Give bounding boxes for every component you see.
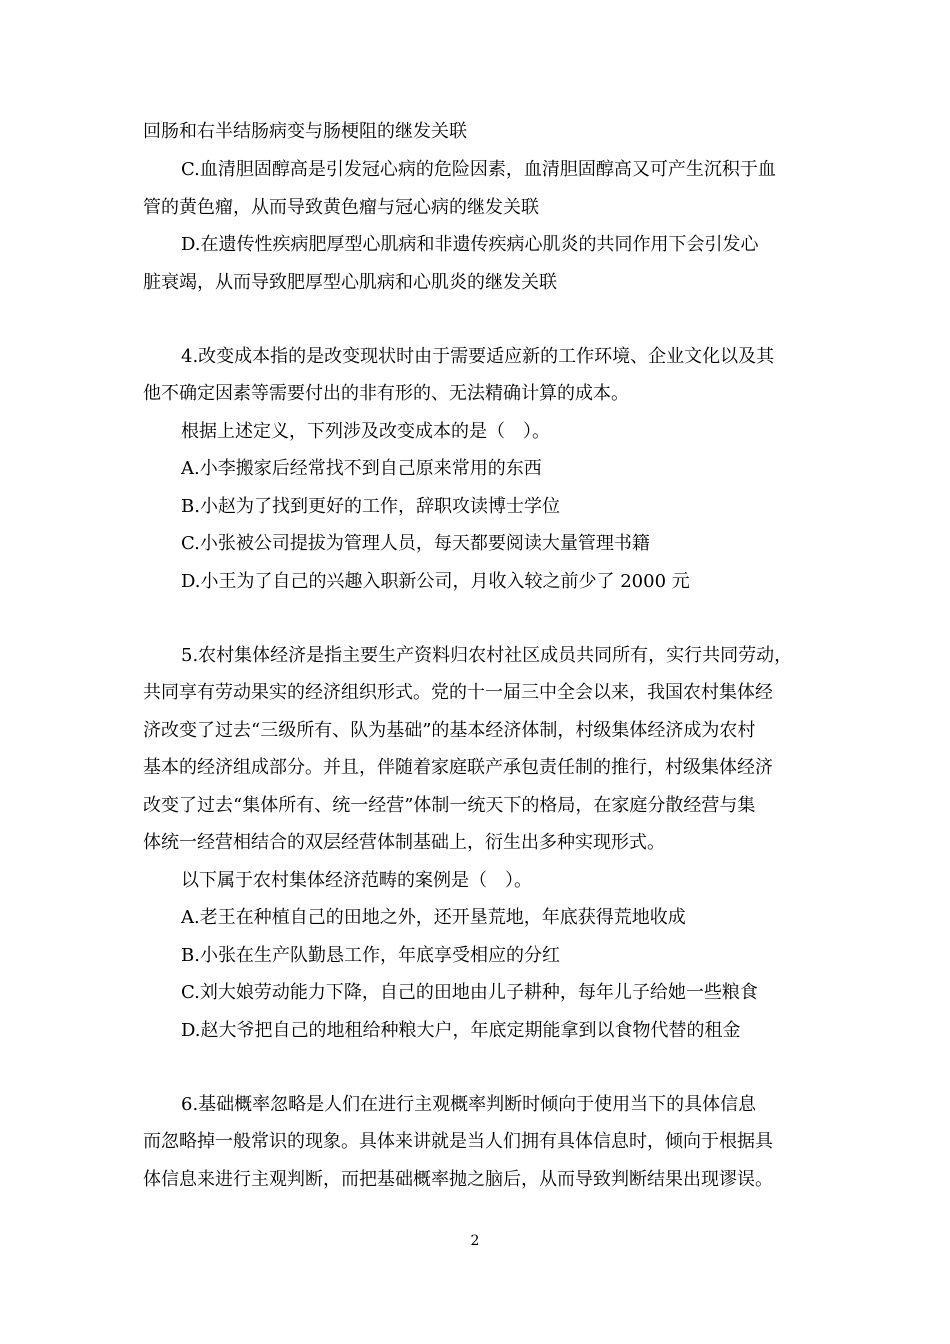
option-a-q5: A.老王在种植自己的田地之外，还开垦荒地，年底获得荒地收成: [181, 907, 686, 928]
question-5-stem: 5.农村集体经济是指主要生产资料归农村社区成员共同所有，实行共同劳动，: [181, 645, 793, 666]
text-line: 体统一经营相结合的双层经营体制基础上，衍生出多种实现形式。: [143, 832, 665, 853]
option-b-q4: B.小赵为了找到更好的工作，辞职攻读博士学位: [181, 496, 560, 517]
text-line: 回肠和右半结肠病变与肠梗阻的继发关联: [143, 121, 467, 142]
option-c-q3: C.血清胆固醇高是引发冠心病的危险因素，血清胆固醇高又可产生沉积于血: [181, 159, 776, 180]
text-line: 共同享有劳动果实的经济组织形式。党的十一届三中全会以来，我国农村集体经: [143, 682, 773, 703]
option-d-q3: D.在遗传性疾病肥厚型心肌病和非遗传疾病心肌炎的共同作用下会引发心: [181, 234, 759, 255]
option-c-q4: C.小张被公司提拔为管理人员，每天都要阅读大量管理书籍: [181, 533, 650, 554]
option-c-q5: C.刘大娘劳动能力下降，自己的田地由儿子耕种，每年儿子给她一些粮食: [181, 982, 758, 1003]
text-line: 管的黄色瘤，从而导致黄色瘤与冠心病的继发关联: [143, 197, 539, 218]
option-d-q5: D.赵大爷把自己的地租给种粮大户，年底定期能拿到以食物代替的租金: [181, 1020, 741, 1041]
text-line: 而忽略掉一般常识的现象。具体来讲就是当人们拥有具体信息时，倾向于根据具: [143, 1131, 773, 1152]
text-line: 改变了过去“集体所有、统一经营”体制一统天下的格局，在家庭分散经营与集: [143, 795, 756, 816]
text-line: 济改变了过去“三级所有、队为基础”的基本经济体制，村级集体经济成为农村: [143, 720, 756, 741]
option-d-q4: D.小王为了自己的兴趣入职新公司，月收入较之前少了 2000 元: [181, 571, 690, 592]
option-b-q5: B.小张在生产队勤恳工作，年底享受相应的分红: [181, 945, 560, 966]
question-5-prompt: 以下属于农村集体经济范畴的案例是（ ）。: [181, 870, 532, 891]
question-4-prompt: 根据上述定义，下列涉及改变成本的是（ ）。: [181, 421, 550, 442]
text-line: 体信息来进行主观判断，而把基础概率抛之脑后，从而导致判断结果出现谬误。: [143, 1169, 773, 1190]
question-6-stem: 6.基础概率忽略是人们在进行主观概率判断时倾向于使用当下的具体信息: [181, 1094, 757, 1115]
text-line: 基本的经济组成部分。并且，伴随着家庭联产承包责任制的推行，村级集体经济: [143, 757, 773, 778]
option-a-q4: A.小李搬家后经常找不到自己原来常用的东西: [181, 458, 542, 479]
question-4-stem: 4.改变成本指的是改变现状时由于需要适应新的工作环境、企业文化以及其: [181, 346, 775, 367]
text-line: 他不确定因素等需要付出的非有形的、无法精确计算的成本。: [143, 383, 629, 404]
page-number: 2: [470, 1233, 480, 1249]
text-line: 脏衰竭，从而导致肥厚型心肌病和心肌炎的继发关联: [143, 272, 557, 293]
